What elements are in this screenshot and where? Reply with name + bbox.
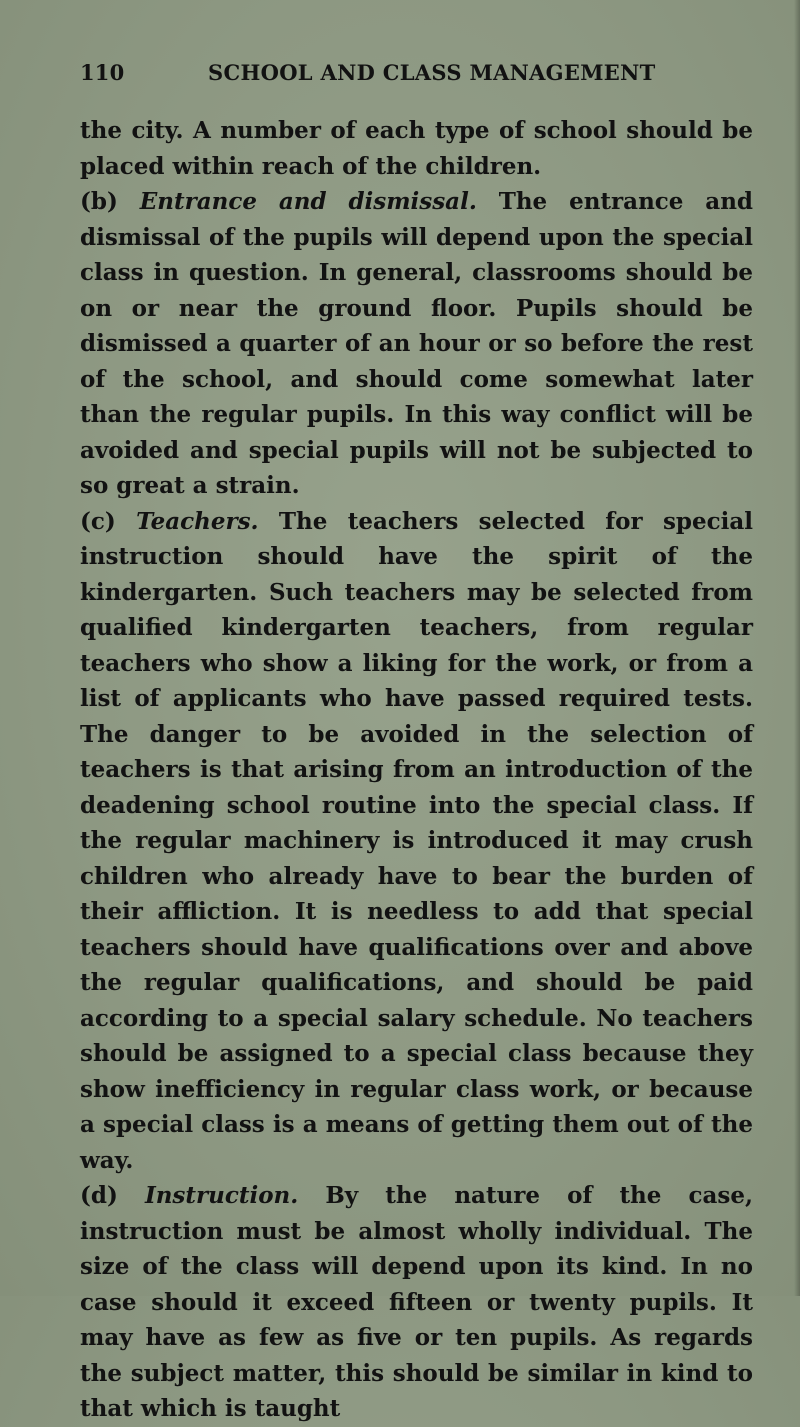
page-header: [80, 60, 752, 92]
paragraph-text: By the nature of the case, instruction must be almost wholly individual. The size of the class will depend upon its kind. In no case should it exceed fifteen or twenty pupils. It may have as few as five or ten pupils. As regards the subject matter, this should be similar in kind to that which is taught: [80, 1182, 753, 1422]
paragraph-text: The entrance and dismissal of the pupils will depend upon the special class in question. In general, classrooms should be on or near the ground floor. Pupils should be dismissed a quarter of an hour or so before the rest of the school, and should come somewhat later than the regular pupils. In this way conflict will be avoided and special pupils will not be subjected to so great a strain.: [80, 188, 754, 499]
paragraph-text: the city. A number of each type of school should be placed within reach of the children.: [80, 117, 753, 180]
running-title: SCHOOL AND CLASS MANAGEMENT: [208, 60, 656, 85]
paragraph-teachers: [80, 504, 753, 1179]
page-edge-shadow: [794, 0, 800, 1296]
paragraph-entrance-dismissal: [80, 184, 753, 504]
paragraph-lead: (d): [80, 1182, 145, 1209]
paragraph-intro: [80, 113, 753, 184]
paragraph-text: The teachers selected for special instruction should have the spirit of the kindergarten. Such teachers may be selected from qualified kindergarten teachers, from regular teachers who show a liking for the work, or from a list of applicants who have passed required tests. The danger to be avoided in the selection of teachers is that arising from an introduction of the deadening school routine into the special class. If the regular machinery is introduced it may crush children who already have to bear the burden of their affliction. It is needless to add that special teachers should have qualifications over and above the regular qualifications, and should be paid according to a special salary schedule. No teachers should be assigned to a special class because they show inefficiency in regular class work, or because a special class is a means of getting them out of the way.: [80, 507, 753, 1174]
body-text: [80, 113, 753, 1427]
paragraph-lead: (b): [80, 188, 140, 215]
paragraph-instruction: [80, 1178, 753, 1427]
paragraph-heading: Instruction.: [144, 1182, 299, 1209]
page-number: 110: [80, 60, 125, 85]
paragraph-heading: Teachers.: [136, 507, 259, 535]
paragraph-heading: Entrance and dismissal.: [139, 188, 477, 215]
paragraph-lead: (c): [80, 507, 137, 535]
